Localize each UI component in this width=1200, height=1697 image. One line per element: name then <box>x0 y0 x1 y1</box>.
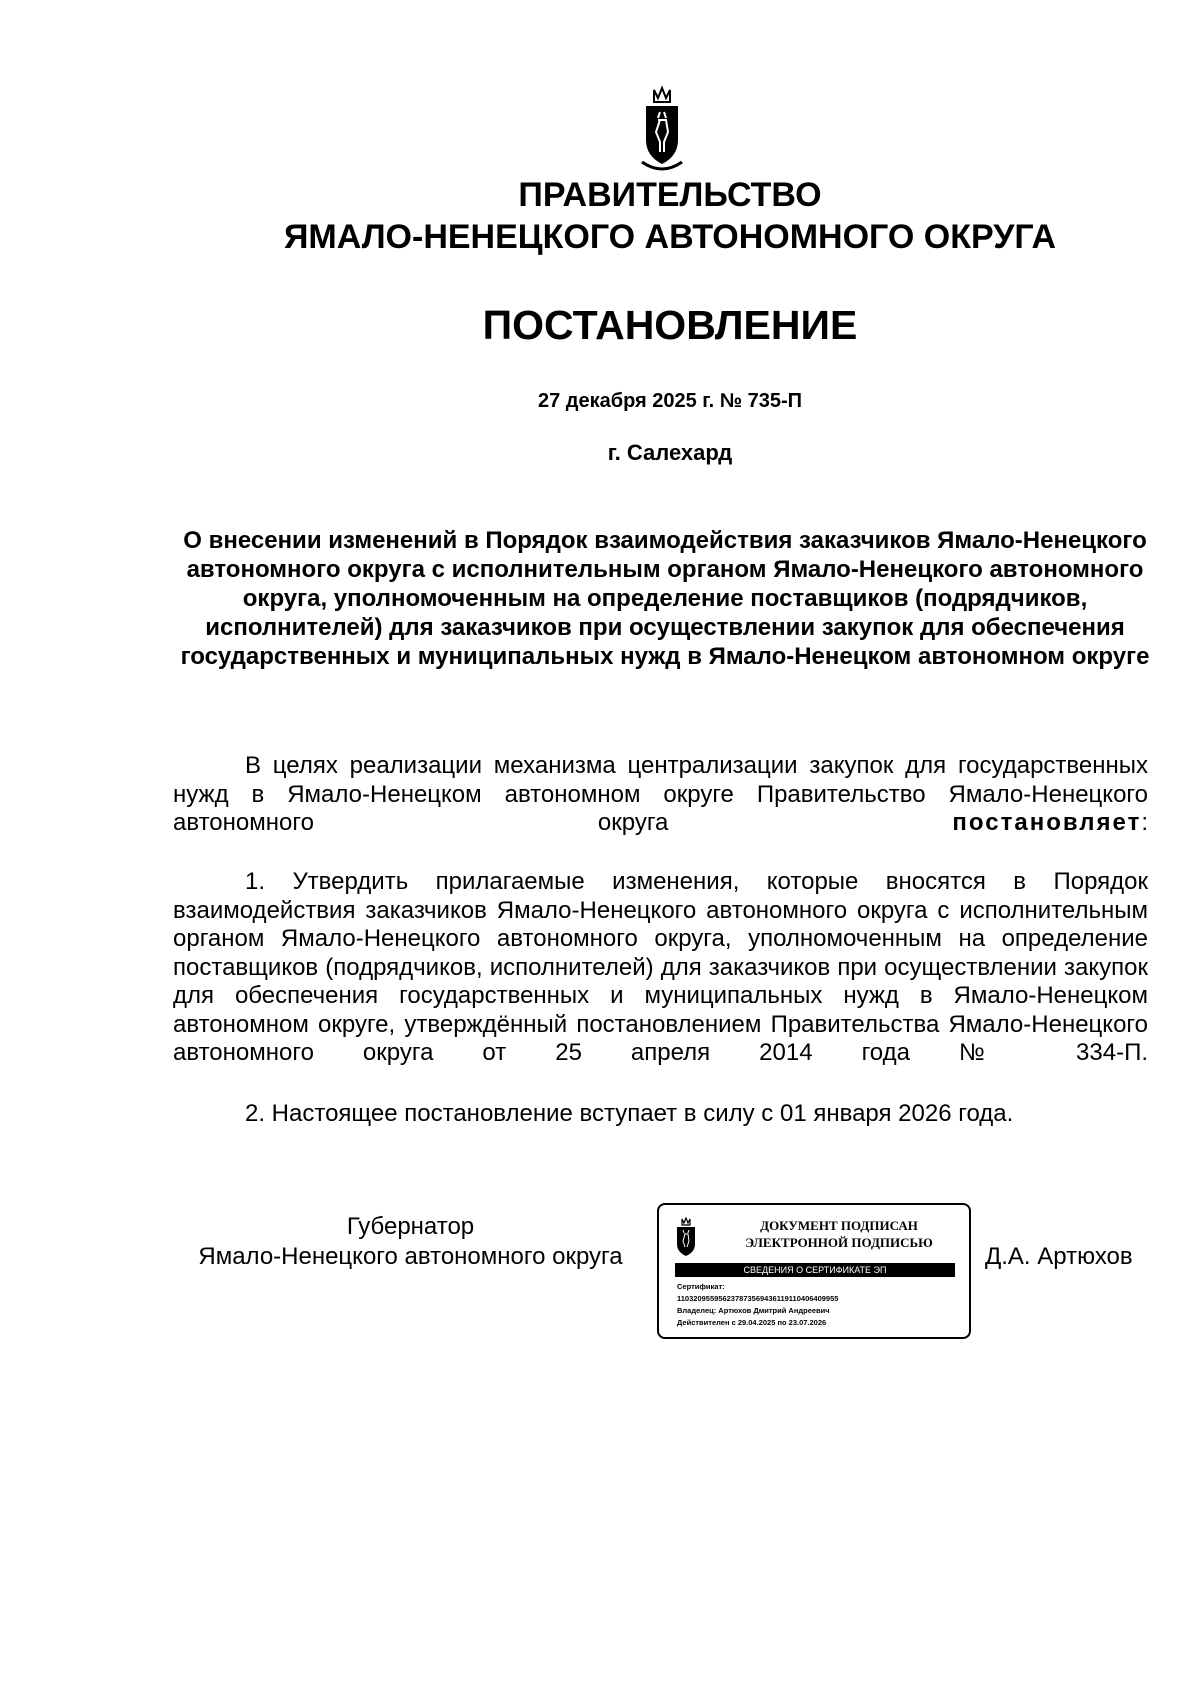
signatory-name: Д.А. Артюхов <box>985 1243 1133 1270</box>
signatory-title <box>173 1212 648 1272</box>
preamble-paragraph <box>173 752 1148 866</box>
certificate-label: Сертификат: <box>677 1282 725 1291</box>
stamp-certificate-details <box>677 1281 967 1329</box>
org-name-line1: ПРАВИТЕЛЬСТВО <box>518 176 822 214</box>
stamp-title-line2: ЭЛЕКТРОННОЙ ПОДПИСЬЮ <box>745 1235 933 1250</box>
city: г. Салехард <box>607 440 733 465</box>
decree-word: постановляет <box>952 809 1142 836</box>
item-2-paragraph: 2. Настоящее постановление вступает в силу с 01 января 2026 года. <box>245 1100 1014 1127</box>
certificate-number: 110320955956237873569436119110406409955 <box>677 1294 839 1303</box>
decree-colon: : <box>1141 809 1148 836</box>
org-name-line2: ЯМАЛО-НЕНЕЦКОГО АВТОНОМНОГО ОКРУГА <box>283 218 1057 256</box>
certificate-validity: Действителен с 29.04.2025 по 23.07.2026 <box>677 1318 827 1327</box>
coat-of-arms-icon <box>673 1217 699 1259</box>
certificate-owner: Владелец: Артюхов Дмитрий Андреевич <box>677 1306 830 1315</box>
stamp-title <box>719 1217 959 1251</box>
document-subject: О внесении изменений в Порядок взаимодействия заказчиков Ямало-Ненецкого автономного округа с исполнительным органом Ямало-Ненецкого автономного округа, уполномоченным на определение поставщиков (подрядчиков, исполнителей) для заказчиков при осуществлении закупок для обеспечения государственных и муниципальных нужд в Ямало-Ненецком автономном округе <box>180 527 1150 670</box>
signatory-title-line1: Губернатор <box>346 1213 475 1240</box>
electronic-signature-stamp <box>657 1203 971 1339</box>
stamp-title-line1: ДОКУМЕНТ ПОДПИСАН <box>760 1218 918 1233</box>
stamp-certificate-bar: СВЕДЕНИЯ О СЕРТИФИКАТЕ ЭП <box>675 1263 955 1277</box>
date-and-number: 27 декабря 2025 г. № 735-П <box>537 390 803 412</box>
item-1-paragraph: 1. Утвердить прилагаемые изменения, которые вносятся в Порядок взаимодействия заказчиков Ямало-Ненецкого автономного округа с исполнительным органом Ямало-Ненецкого автономного округа, уполномоченным на определение поставщиков (подрядчиков, исполнителей) для заказчиков при осуществлении закупок для обеспечения государственных и муниципальных нужд в Ямало-Ненецком автономном округе, утверждённый постановлением Правительства Ямало-Ненецкого автономного округа от 25 апреля 2014 года № 334-П. <box>173 868 1148 1066</box>
signatory-title-line2: Ямало-Ненецкого автономного округа <box>198 1243 623 1270</box>
document-type: ПОСТАНОВЛЕНИЕ <box>482 302 858 348</box>
preamble-text: В целях реализации механизма централизации закупок для государственных нужд в Ямало-Ненецком автономном округе Правительство Ямало-Ненецкого автономного округа <box>173 752 1148 836</box>
coat-of-arms-icon <box>638 84 686 176</box>
